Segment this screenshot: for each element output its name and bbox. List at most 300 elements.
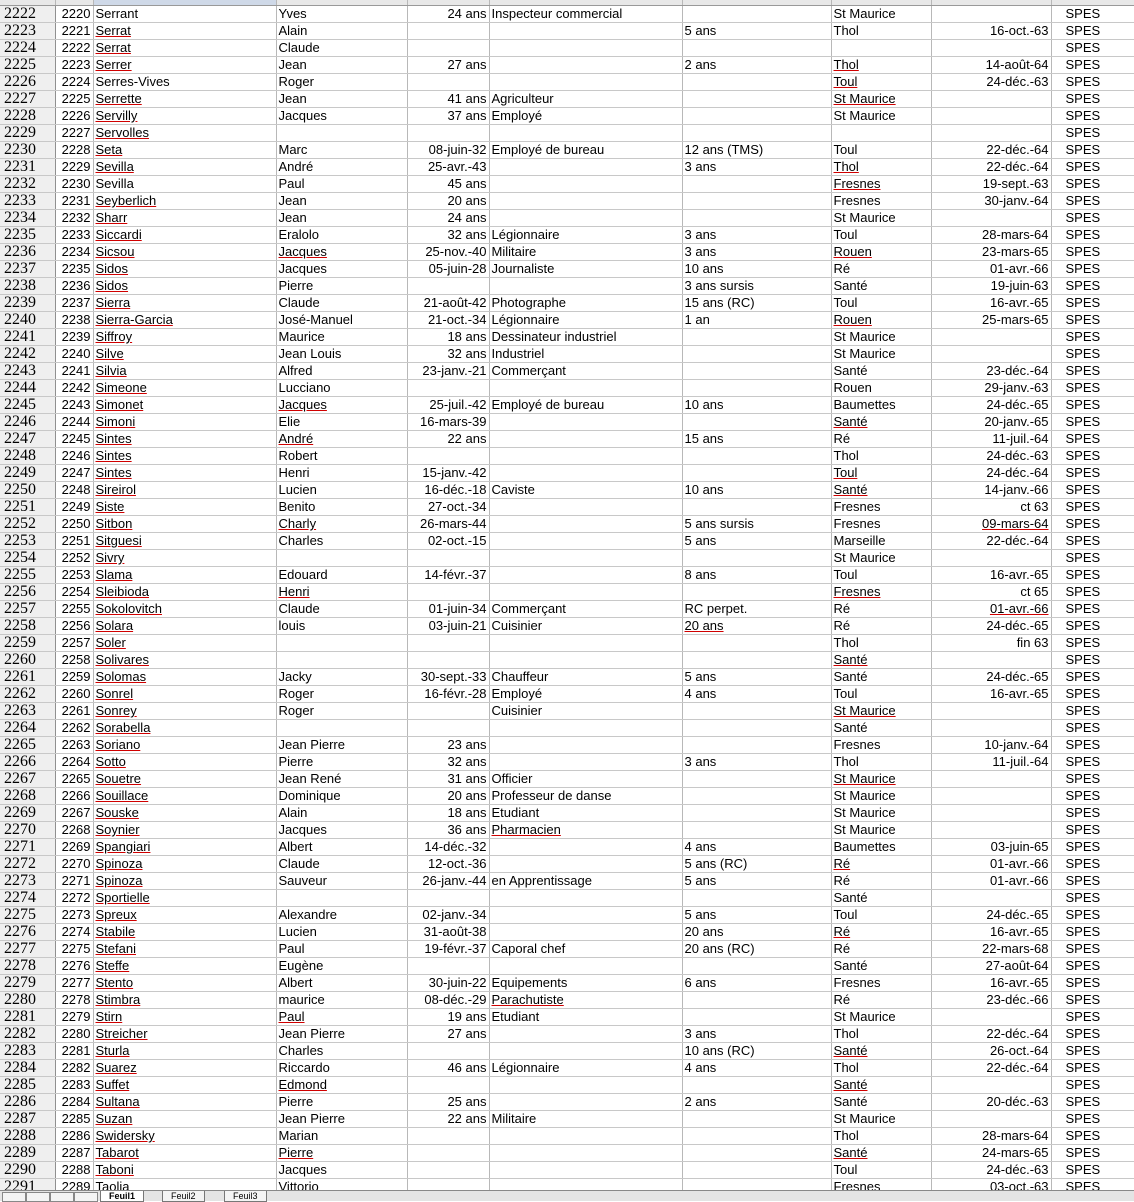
prison-cell[interactable]: Fresnes	[831, 193, 931, 210]
surname-cell[interactable]	[93, 40, 276, 57]
firstname-cell[interactable]: Marian	[276, 1128, 407, 1145]
profession-cell[interactable]: Caviste	[489, 482, 682, 499]
row-header[interactable]: 2235	[0, 227, 55, 244]
birth-age-cell[interactable]: 31-août-38	[407, 924, 489, 941]
organisation-cell[interactable]: SPES	[1051, 941, 1134, 958]
birth-age-cell[interactable]: 16-déc.-18	[407, 482, 489, 499]
release-date-cell[interactable]: 22-déc.-64	[931, 1026, 1051, 1043]
prison-cell[interactable]	[831, 1043, 931, 1060]
surname-cell[interactable]	[93, 924, 276, 941]
birth-age-cell[interactable]	[407, 635, 489, 652]
release-date-cell[interactable]: ct 63	[931, 499, 1051, 516]
surname-cell[interactable]	[93, 805, 276, 822]
organisation-cell[interactable]: SPES	[1051, 244, 1134, 261]
profession-cell[interactable]: Employé de bureau	[489, 142, 682, 159]
row-header[interactable]: 2267	[0, 771, 55, 788]
row-header[interactable]: 2260	[0, 652, 55, 669]
prison-cell[interactable]	[831, 312, 931, 329]
organisation-cell[interactable]: SPES	[1051, 703, 1134, 720]
sentence-cell[interactable]: 3 ans	[682, 227, 831, 244]
prison-cell[interactable]: Marseille	[831, 533, 931, 550]
birth-age-cell[interactable]	[407, 703, 489, 720]
surname-cell[interactable]	[93, 329, 276, 346]
record-id[interactable]: 2221	[55, 23, 93, 40]
release-date-cell[interactable]: 28-mars-64	[931, 227, 1051, 244]
record-id[interactable]: 2242	[55, 380, 93, 397]
surname-cell[interactable]	[93, 1060, 276, 1077]
firstname-cell[interactable]	[276, 431, 407, 448]
prison-cell[interactable]: St Maurice	[831, 346, 931, 363]
sentence-cell[interactable]	[682, 720, 831, 737]
record-id[interactable]: 2231	[55, 193, 93, 210]
surname-cell[interactable]	[93, 720, 276, 737]
release-date-cell[interactable]	[931, 601, 1051, 618]
organisation-cell[interactable]: SPES	[1051, 1094, 1134, 1111]
birth-age-cell[interactable]: 36 ans	[407, 822, 489, 839]
birth-age-cell[interactable]: 19 ans	[407, 1009, 489, 1026]
firstname-cell[interactable]: Jacques	[276, 108, 407, 125]
row-header[interactable]: 2242	[0, 346, 55, 363]
release-date-cell[interactable]: 24-déc.-64	[931, 465, 1051, 482]
profession-cell[interactable]: Etudiant	[489, 805, 682, 822]
prison-cell[interactable]: Baumettes	[831, 839, 931, 856]
prison-cell[interactable]: Santé	[831, 890, 931, 907]
release-date-cell[interactable]: 14-août-64	[931, 57, 1051, 74]
row-header[interactable]: 2291	[0, 1179, 55, 1191]
sentence-cell[interactable]: 10 ans	[682, 397, 831, 414]
birth-age-cell[interactable]: 46 ans	[407, 1060, 489, 1077]
record-id[interactable]: 2267	[55, 805, 93, 822]
sentence-cell[interactable]	[682, 635, 831, 652]
sentence-cell[interactable]	[682, 193, 831, 210]
prison-cell[interactable]: Santé	[831, 669, 931, 686]
birth-age-cell[interactable]: 20 ans	[407, 788, 489, 805]
prison-cell[interactable]	[831, 159, 931, 176]
organisation-cell[interactable]: SPES	[1051, 159, 1134, 176]
release-date-cell[interactable]: 20-déc.-63	[931, 1094, 1051, 1111]
firstname-cell[interactable]: Pierre	[276, 278, 407, 295]
row-header[interactable]: 2222	[0, 6, 55, 23]
birth-age-cell[interactable]: 01-juin-34	[407, 601, 489, 618]
row-header[interactable]: 2256	[0, 584, 55, 601]
release-date-cell[interactable]	[931, 771, 1051, 788]
row-header[interactable]: 2226	[0, 74, 55, 91]
release-date-cell[interactable]	[931, 890, 1051, 907]
release-date-cell[interactable]	[931, 788, 1051, 805]
record-id[interactable]: 2232	[55, 210, 93, 227]
firstname-cell[interactable]: Vittorio	[276, 1179, 407, 1191]
organisation-cell[interactable]: SPES	[1051, 23, 1134, 40]
organisation-cell[interactable]: SPES	[1051, 601, 1134, 618]
birth-age-cell[interactable]	[407, 380, 489, 397]
release-date-cell[interactable]	[931, 652, 1051, 669]
record-id[interactable]: 2259	[55, 669, 93, 686]
profession-cell[interactable]	[489, 1179, 682, 1191]
birth-age-cell[interactable]: 25-avr.-43	[407, 159, 489, 176]
sentence-cell[interactable]	[682, 771, 831, 788]
record-id[interactable]: 2285	[55, 1111, 93, 1128]
prison-cell[interactable]: Thol	[831, 1060, 931, 1077]
prison-cell[interactable]: St Maurice	[831, 108, 931, 125]
firstname-cell[interactable]	[276, 635, 407, 652]
row-header[interactable]: 2286	[0, 1094, 55, 1111]
firstname-cell[interactable]: Alfred	[276, 363, 407, 380]
surname-cell[interactable]	[93, 1094, 276, 1111]
record-id[interactable]: 2230	[55, 176, 93, 193]
last-sheet-button[interactable]	[74, 1192, 98, 1202]
organisation-cell[interactable]: SPES	[1051, 550, 1134, 567]
profession-cell[interactable]: Officier	[489, 771, 682, 788]
release-date-cell[interactable]: 22-déc.-64	[931, 533, 1051, 550]
sentence-cell[interactable]	[682, 703, 831, 720]
prison-cell[interactable]: Rouen	[831, 380, 931, 397]
birth-age-cell[interactable]: 31 ans	[407, 771, 489, 788]
organisation-cell[interactable]: SPES	[1051, 652, 1134, 669]
record-id[interactable]: 2244	[55, 414, 93, 431]
sentence-cell[interactable]	[682, 91, 831, 108]
sentence-cell[interactable]: 4 ans	[682, 686, 831, 703]
release-date-cell[interactable]	[931, 703, 1051, 720]
birth-age-cell[interactable]: 26-mars-44	[407, 516, 489, 533]
row-header[interactable]: 2237	[0, 261, 55, 278]
organisation-cell[interactable]: SPES	[1051, 431, 1134, 448]
firstname-cell[interactable]: Jacques	[276, 1162, 407, 1179]
profession-cell[interactable]: Militaire	[489, 1111, 682, 1128]
row-header[interactable]: 2261	[0, 669, 55, 686]
firstname-cell[interactable]: Jacques	[276, 261, 407, 278]
sentence-cell[interactable]	[682, 652, 831, 669]
sentence-cell[interactable]	[682, 210, 831, 227]
prison-cell[interactable]: St Maurice	[831, 805, 931, 822]
row-header[interactable]: 2244	[0, 380, 55, 397]
surname-cell[interactable]	[93, 1179, 276, 1191]
record-id[interactable]: 2234	[55, 244, 93, 261]
organisation-cell[interactable]: SPES	[1051, 907, 1134, 924]
record-id[interactable]: 2229	[55, 159, 93, 176]
release-date-cell[interactable]: 14-janv.-66	[931, 482, 1051, 499]
surname-cell[interactable]	[93, 907, 276, 924]
profession-cell[interactable]	[489, 1026, 682, 1043]
firstname-cell[interactable]	[276, 584, 407, 601]
surname-cell[interactable]	[93, 635, 276, 652]
row-header[interactable]: 2229	[0, 125, 55, 142]
sentence-cell[interactable]	[682, 1128, 831, 1145]
birth-age-cell[interactable]: 18 ans	[407, 805, 489, 822]
surname-cell[interactable]	[93, 448, 276, 465]
profession-cell[interactable]	[489, 278, 682, 295]
sentence-cell[interactable]: 5 ans	[682, 907, 831, 924]
row-header[interactable]: 2232	[0, 176, 55, 193]
surname-cell[interactable]	[93, 754, 276, 771]
row-header[interactable]: 2239	[0, 295, 55, 312]
firstname-cell[interactable]: Jacky	[276, 669, 407, 686]
record-id[interactable]: 2286	[55, 1128, 93, 1145]
release-date-cell[interactable]: 03-oct.-63	[931, 1179, 1051, 1191]
firstname-cell[interactable]: Yves	[276, 6, 407, 23]
firstname-cell[interactable]	[276, 1077, 407, 1094]
birth-age-cell[interactable]	[407, 1145, 489, 1162]
sentence-cell[interactable]	[682, 1145, 831, 1162]
firstname-cell[interactable]: Alexandre	[276, 907, 407, 924]
sentence-cell[interactable]: 5 ans	[682, 669, 831, 686]
row-header[interactable]: 2284	[0, 1060, 55, 1077]
sentence-cell[interactable]: 12 ans (TMS)	[682, 142, 831, 159]
surname-cell[interactable]	[93, 244, 276, 261]
record-id[interactable]: 2262	[55, 720, 93, 737]
release-date-cell[interactable]: 03-juin-65	[931, 839, 1051, 856]
firstname-cell[interactable]: Roger	[276, 703, 407, 720]
birth-age-cell[interactable]: 37 ans	[407, 108, 489, 125]
profession-cell[interactable]: Cuisinier	[489, 703, 682, 720]
birth-age-cell[interactable]: 45 ans	[407, 176, 489, 193]
prison-cell[interactable]	[831, 74, 931, 91]
firstname-cell[interactable]: Lucciano	[276, 380, 407, 397]
record-id[interactable]: 2240	[55, 346, 93, 363]
record-id[interactable]: 2224	[55, 74, 93, 91]
record-id[interactable]: 2227	[55, 125, 93, 142]
release-date-cell[interactable]	[931, 6, 1051, 23]
sentence-cell[interactable]	[682, 788, 831, 805]
organisation-cell[interactable]: SPES	[1051, 669, 1134, 686]
surname-cell[interactable]	[93, 193, 276, 210]
release-date-cell[interactable]	[931, 720, 1051, 737]
profession-cell[interactable]	[489, 958, 682, 975]
prison-cell[interactable]: Thol	[831, 1026, 931, 1043]
sentence-cell[interactable]	[682, 6, 831, 23]
record-id[interactable]: 2287	[55, 1145, 93, 1162]
birth-age-cell[interactable]: 05-juin-28	[407, 261, 489, 278]
organisation-cell[interactable]: SPES	[1051, 839, 1134, 856]
row-header[interactable]: 2277	[0, 941, 55, 958]
surname-cell[interactable]	[93, 686, 276, 703]
organisation-cell[interactable]: SPES	[1051, 890, 1134, 907]
row-header[interactable]: 2272	[0, 856, 55, 873]
sentence-cell[interactable]	[682, 1162, 831, 1179]
firstname-cell[interactable]: Jean Pierre	[276, 737, 407, 754]
profession-cell[interactable]: Agriculteur	[489, 91, 682, 108]
row-header[interactable]: 2236	[0, 244, 55, 261]
record-id[interactable]: 2241	[55, 363, 93, 380]
organisation-cell[interactable]: SPES	[1051, 6, 1134, 23]
birth-age-cell[interactable]: 25-juil.-42	[407, 397, 489, 414]
surname-cell[interactable]: Serrant	[93, 6, 276, 23]
sentence-cell[interactable]	[682, 550, 831, 567]
sentence-cell[interactable]	[682, 584, 831, 601]
row-header[interactable]: 2288	[0, 1128, 55, 1145]
sentence-cell[interactable]	[682, 822, 831, 839]
firstname-cell[interactable]: Jean René	[276, 771, 407, 788]
release-date-cell[interactable]: fin 63	[931, 635, 1051, 652]
birth-age-cell[interactable]	[407, 278, 489, 295]
prison-cell[interactable]: St Maurice	[831, 788, 931, 805]
firstname-cell[interactable]: Jean	[276, 91, 407, 108]
profession-cell[interactable]	[489, 890, 682, 907]
sentence-cell[interactable]	[682, 618, 831, 635]
birth-age-cell[interactable]: 27-oct.-34	[407, 499, 489, 516]
record-id[interactable]: 2254	[55, 584, 93, 601]
profession-cell[interactable]	[489, 1094, 682, 1111]
record-id[interactable]: 2223	[55, 57, 93, 74]
sentence-cell[interactable]: 10 ans	[682, 482, 831, 499]
surname-cell[interactable]	[93, 1111, 276, 1128]
birth-age-cell[interactable]: 19-févr.-37	[407, 941, 489, 958]
organisation-cell[interactable]: SPES	[1051, 856, 1134, 873]
release-date-cell[interactable]: 10-janv.-64	[931, 737, 1051, 754]
sentence-cell[interactable]: 5 ans	[682, 533, 831, 550]
surname-cell[interactable]	[93, 1043, 276, 1060]
organisation-cell[interactable]: SPES	[1051, 176, 1134, 193]
birth-age-cell[interactable]: 12-oct.-36	[407, 856, 489, 873]
birth-age-cell[interactable]: 21-août-42	[407, 295, 489, 312]
firstname-cell[interactable]: Henri	[276, 465, 407, 482]
release-date-cell[interactable]: 01-avr.-66	[931, 856, 1051, 873]
firstname-cell[interactable]: Jacques	[276, 822, 407, 839]
firstname-cell[interactable]	[276, 550, 407, 567]
profession-cell[interactable]	[489, 448, 682, 465]
prison-cell[interactable]: Fresnes	[831, 516, 931, 533]
row-header[interactable]: 2265	[0, 737, 55, 754]
prison-cell[interactable]: Ré	[831, 261, 931, 278]
organisation-cell[interactable]: SPES	[1051, 465, 1134, 482]
surname-cell[interactable]	[93, 1009, 276, 1026]
sentence-cell[interactable]	[682, 1077, 831, 1094]
profession-cell[interactable]: Commerçant	[489, 601, 682, 618]
organisation-cell[interactable]: SPES	[1051, 227, 1134, 244]
sentence-cell[interactable]	[682, 465, 831, 482]
surname-cell[interactable]	[93, 397, 276, 414]
prison-cell[interactable]: St Maurice	[831, 822, 931, 839]
release-date-cell[interactable]: 16-avr.-65	[931, 975, 1051, 992]
organisation-cell[interactable]: SPES	[1051, 822, 1134, 839]
surname-cell[interactable]	[93, 975, 276, 992]
row-header[interactable]: 2241	[0, 329, 55, 346]
profession-cell[interactable]	[489, 57, 682, 74]
birth-age-cell[interactable]: 02-oct.-15	[407, 533, 489, 550]
firstname-cell[interactable]: Pierre	[276, 754, 407, 771]
firstname-cell[interactable]: Paul	[276, 176, 407, 193]
prison-cell[interactable]: Thol	[831, 1128, 931, 1145]
profession-cell[interactable]	[489, 1043, 682, 1060]
surname-cell[interactable]	[93, 91, 276, 108]
firstname-cell[interactable]: Pierre	[276, 1094, 407, 1111]
birth-age-cell[interactable]	[407, 550, 489, 567]
organisation-cell[interactable]: SPES	[1051, 278, 1134, 295]
prison-cell[interactable]: Ré	[831, 941, 931, 958]
record-id[interactable]: 2280	[55, 1026, 93, 1043]
surname-cell[interactable]	[93, 1128, 276, 1145]
sentence-cell[interactable]	[682, 890, 831, 907]
prison-cell[interactable]: Santé	[831, 1094, 931, 1111]
surname-cell[interactable]	[93, 567, 276, 584]
record-id[interactable]: 2276	[55, 958, 93, 975]
birth-age-cell[interactable]: 22 ans	[407, 1111, 489, 1128]
sentence-cell[interactable]: 4 ans	[682, 1060, 831, 1077]
firstname-cell[interactable]: Alain	[276, 23, 407, 40]
birth-age-cell[interactable]: 32 ans	[407, 346, 489, 363]
surname-cell[interactable]	[93, 737, 276, 754]
row-header[interactable]: 2258	[0, 618, 55, 635]
sentence-cell[interactable]: 5 ans sursis	[682, 516, 831, 533]
organisation-cell[interactable]: SPES	[1051, 618, 1134, 635]
organisation-cell[interactable]: SPES	[1051, 397, 1134, 414]
release-date-cell[interactable]	[931, 1111, 1051, 1128]
release-date-cell[interactable]: 01-avr.-66	[931, 261, 1051, 278]
sentence-cell[interactable]: 15 ans (RC)	[682, 295, 831, 312]
record-id[interactable]: 2249	[55, 499, 93, 516]
sentence-cell[interactable]	[682, 346, 831, 363]
release-date-cell[interactable]: 16-avr.-65	[931, 686, 1051, 703]
release-date-cell[interactable]: 22-déc.-64	[931, 1060, 1051, 1077]
sentence-cell[interactable]: 6 ans	[682, 975, 831, 992]
sentence-cell[interactable]	[682, 499, 831, 516]
firstname-cell[interactable]: Edouard	[276, 567, 407, 584]
organisation-cell[interactable]: SPES	[1051, 193, 1134, 210]
profession-cell[interactable]	[489, 839, 682, 856]
sentence-cell[interactable]	[682, 414, 831, 431]
profession-cell[interactable]: Cuisinier	[489, 618, 682, 635]
sentence-cell[interactable]: 20 ans (RC)	[682, 941, 831, 958]
sentence-cell[interactable]: 3 ans	[682, 1026, 831, 1043]
surname-cell[interactable]	[93, 941, 276, 958]
sentence-cell[interactable]: 8 ans	[682, 567, 831, 584]
sentence-cell[interactable]: 5 ans (RC)	[682, 856, 831, 873]
release-date-cell[interactable]: 24-mars-65	[931, 1145, 1051, 1162]
release-date-cell[interactable]	[931, 1009, 1051, 1026]
surname-cell[interactable]	[93, 227, 276, 244]
prev-sheet-button[interactable]	[26, 1192, 50, 1202]
row-header[interactable]: 2253	[0, 533, 55, 550]
surname-cell[interactable]	[93, 550, 276, 567]
record-id[interactable]: 2220	[55, 6, 93, 23]
organisation-cell[interactable]: SPES	[1051, 1162, 1134, 1179]
sentence-cell[interactable]	[682, 108, 831, 125]
prison-cell[interactable]: St Maurice	[831, 329, 931, 346]
birth-age-cell[interactable]	[407, 1128, 489, 1145]
organisation-cell[interactable]: SPES	[1051, 686, 1134, 703]
organisation-cell[interactable]: SPES	[1051, 346, 1134, 363]
firstname-cell[interactable]: Albert	[276, 975, 407, 992]
firstname-cell[interactable]	[276, 1145, 407, 1162]
record-id[interactable]: 2236	[55, 278, 93, 295]
firstname-cell[interactable]: Lucien	[276, 924, 407, 941]
firstname-cell[interactable]: Maurice	[276, 329, 407, 346]
record-id[interactable]: 2233	[55, 227, 93, 244]
sentence-cell[interactable]: 20 ans	[682, 924, 831, 941]
firstname-cell[interactable]: José-Manuel	[276, 312, 407, 329]
organisation-cell[interactable]: SPES	[1051, 754, 1134, 771]
prison-cell[interactable]	[831, 482, 931, 499]
release-date-cell[interactable]: 27-août-64	[931, 958, 1051, 975]
record-id[interactable]: 2253	[55, 567, 93, 584]
profession-cell[interactable]: Etudiant	[489, 1009, 682, 1026]
firstname-cell[interactable]	[276, 890, 407, 907]
birth-age-cell[interactable]: 27 ans	[407, 1026, 489, 1043]
row-header[interactable]: 2287	[0, 1111, 55, 1128]
birth-age-cell[interactable]	[407, 652, 489, 669]
row-header[interactable]: 2224	[0, 40, 55, 57]
release-date-cell[interactable]	[931, 125, 1051, 142]
prison-cell[interactable]	[831, 57, 931, 74]
organisation-cell[interactable]: SPES	[1051, 91, 1134, 108]
birth-age-cell[interactable]: 14-déc.-32	[407, 839, 489, 856]
birth-age-cell[interactable]: 23 ans	[407, 737, 489, 754]
surname-cell[interactable]	[93, 108, 276, 125]
profession-cell[interactable]	[489, 1077, 682, 1094]
record-id[interactable]: 2284	[55, 1094, 93, 1111]
release-date-cell[interactable]: 22-déc.-64	[931, 159, 1051, 176]
row-header[interactable]: 2251	[0, 499, 55, 516]
release-date-cell[interactable]	[931, 516, 1051, 533]
